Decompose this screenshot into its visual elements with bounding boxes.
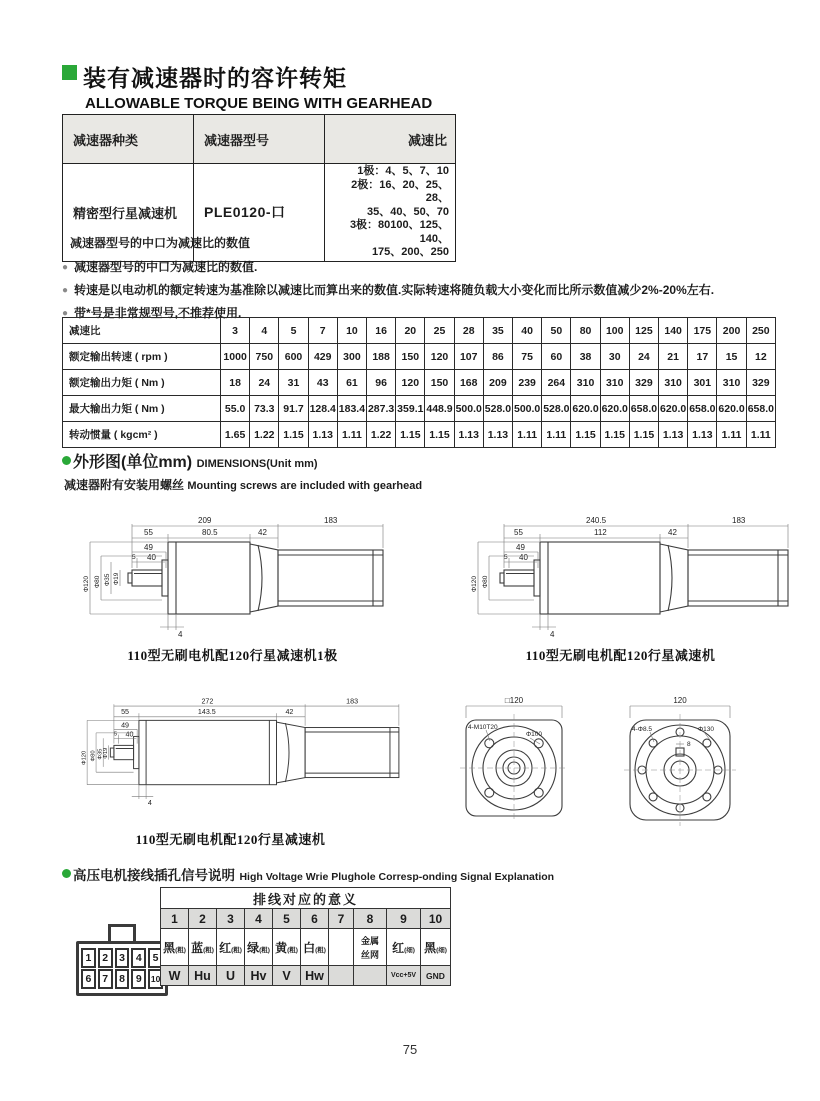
spec-value-cell: 429 [308,344,337,370]
spec-value-cell: 21 [659,344,688,370]
signal-name-cell [354,966,387,986]
spec-row-label: 额定输出力矩 ( Nm ) [63,370,221,396]
wire-color-cell [354,929,387,966]
wire-thickness-label: (粗) [259,946,270,954]
svg-text:112: 112 [594,528,607,537]
spec-value-cell: 620.0 [571,396,600,422]
ratio-line: 35、40、50、70 [367,205,449,218]
green-square-icon [62,65,77,80]
spec-value-cell: 1.11 [717,422,746,448]
spec-row-label: 额定输出转速 ( rpm ) [63,344,221,370]
dimensions-note-en: Mounting screws are included with gearhead [187,480,423,492]
spec-value-cell: 18 [221,370,250,396]
wire-thickness-label: (细) [436,946,447,954]
connector-pin: 3 [115,948,130,968]
bullet-icon: ● [62,285,69,296]
spec-value-cell: 16 [367,318,396,344]
spec-value-cell: 7 [308,318,337,344]
gh-col-type: 减速器种类 [63,115,194,164]
spec-value-cell: 38 [571,344,600,370]
spec-value-cell: 1.13 [688,422,717,448]
signal-name-cell: V [273,966,301,986]
drawing-caption: 110型无刷电机配120行星减速机 [135,832,326,847]
spec-row [63,344,776,370]
spec-value-cell: 1.15 [600,422,629,448]
pin-number-cell: 8 [354,909,387,929]
signal-table-title: 排线对应的意义 [161,888,451,909]
wire-color-text: 蓝 [191,940,204,955]
wire-color-text: 红 [392,940,405,955]
svg-text:4: 4 [178,630,183,639]
spec-value-cell: 80 [571,318,600,344]
spec-value-cell: 28 [454,318,483,344]
spec-value-cell: 528.0 [483,396,512,422]
signal-table [160,887,451,986]
spec-value-cell: 125 [629,318,658,344]
svg-text:4-M10T20: 4-M10T20 [468,724,498,731]
technical-drawing-svg [448,508,793,640]
signal-table-title-row [161,888,451,909]
spec-value-cell: 600 [279,344,308,370]
ratio-line: 1极：4、5、7、10 [357,165,449,177]
connector-row-2 [81,969,163,989]
spec-value-cell: 91.7 [279,396,308,422]
wire-color-text: 红 [219,940,232,955]
spec-value-cell: 75 [513,344,542,370]
technical-drawing-svg [60,508,405,640]
svg-text:272: 272 [201,697,214,706]
spec-value-cell: 1.15 [279,422,308,448]
spec-value-cell: 1000 [221,344,250,370]
spec-value-cell: 301 [688,370,717,396]
spec-value-cell: 1.11 [746,422,775,448]
spec-value-cell: 5 [279,318,308,344]
spec-value-cell: 100 [600,318,629,344]
pin-number-cell: 5 [273,909,301,929]
spec-value-cell: 1.13 [659,422,688,448]
bullet-icon: ● [62,308,69,319]
wire-thickness-label: (细) [404,946,415,954]
spec-value-cell: 200 [717,318,746,344]
spec-value-cell: 168 [454,370,483,396]
spec-row [63,318,776,344]
pin-number-cell: 3 [217,909,245,929]
spec-value-cell: 175 [688,318,717,344]
spec-value-cell: 1.11 [337,422,366,448]
svg-text:55: 55 [121,708,130,717]
spec-value-cell: 140 [659,318,688,344]
dimensions-title-cn: 外形图(单位mm) [73,454,193,471]
svg-text:4: 4 [147,799,152,808]
wire-thickness-label: (粗) [175,946,186,954]
spec-value-cell: 3 [221,318,250,344]
svg-text:Φ80: Φ80 [90,750,97,762]
wire-thickness-label: (粗) [315,946,326,954]
wire-color-text: 黑 [424,940,437,955]
wire-color-text: 金属 丝网 [360,936,379,960]
signal-name-cell: Hw [301,966,329,986]
svg-text:49: 49 [121,721,130,730]
drawing-3pole-side-view [58,690,403,848]
spec-value-cell: 500.0 [454,396,483,422]
spec-value-cell: 528.0 [542,396,571,422]
spec-row-label: 转动惯量 ( kgcm² ) [63,422,221,448]
pin-number-cell: 7 [329,909,354,929]
spec-value-cell: 658.0 [629,396,658,422]
spec-value-cell: 620.0 [600,396,629,422]
connector-pin: 5 [148,948,163,968]
wire-color-row [161,929,451,966]
wire-thickness-label: (粗) [287,946,298,954]
svg-text:5: 5 [504,554,508,561]
drawing-caption: 110型无刷电机配120行星减速机 [525,648,716,663]
spec-value-cell: 1.15 [571,422,600,448]
svg-text:5: 5 [113,731,118,738]
spec-value-cell: 620.0 [717,396,746,422]
page-title: 装有减速器时的容许转矩 [83,65,347,91]
connector-pin: 9 [131,969,146,989]
svg-text:Φ19: Φ19 [113,572,120,585]
wire-color-cell [421,929,451,966]
pin-number-cell: 1 [161,909,189,929]
connector-pin: 4 [131,948,146,968]
dimensions-header [62,449,422,493]
spec-row [63,396,776,422]
spec-value-cell: 1.11 [542,422,571,448]
spec-value-cell: 55.0 [221,396,250,422]
gearhead-footnote: 减速器型号的中口为减速比的数值 [70,236,251,250]
signal-title-cn: 高压电机接线插孔信号说明 [73,868,235,883]
spec-value-cell: 1.22 [367,422,396,448]
spec-row [63,422,776,448]
pin-number-cell: 9 [387,909,421,929]
spec-value-cell: 1.15 [425,422,454,448]
svg-text:Φ120: Φ120 [83,575,90,592]
spec-value-cell: 60 [542,344,571,370]
spec-value-cell: 24 [629,344,658,370]
spec-value-cell: 250 [746,318,775,344]
dimensions-title-en: DIMENSIONS(Unit mm) [196,458,318,470]
connector-pin: 6 [81,969,96,989]
signal-name-cell: Hu [189,966,217,986]
spec-row-label: 减速比 [63,318,221,344]
svg-text:□120: □120 [504,696,524,705]
svg-text:8: 8 [687,741,691,748]
connector-pin: 1 [81,948,96,968]
spec-value-cell: 50 [542,318,571,344]
ratio-line: 3极：80100、125、140、 [349,219,449,245]
svg-text:Φ35: Φ35 [104,573,111,586]
note-item [62,258,782,275]
technical-drawing-svg [452,686,762,836]
gearhead-model: PLE0120-口 [194,164,325,262]
page-subtitle: ALLOWABLE TORQUE BEING WITH GEARHEAD [85,95,433,112]
drawing-1pole-side-view [60,508,405,664]
wire-color-cell [189,929,217,966]
spec-value-cell: 239 [513,370,542,396]
connector-pin: 10 [148,969,163,989]
note-text: 减速器型号的中口为减速比的数值. [74,260,258,274]
spec-value-cell: 750 [250,344,279,370]
svg-text:Φ80: Φ80 [482,575,489,588]
technical-drawing-svg [58,690,403,824]
spec-value-cell: 658.0 [746,396,775,422]
svg-text:4-Φ8.5: 4-Φ8.5 [632,726,653,733]
spec-value-cell: 12 [746,344,775,370]
bullet-icon: ● [62,262,69,273]
spec-value-cell: 15 [717,344,746,370]
spec-value-cell: 448.9 [425,396,454,422]
page-number: 75 [402,1042,418,1057]
spec-value-cell: 1.13 [454,422,483,448]
pin-number-row [161,909,451,929]
spec-value-cell: 61 [337,370,366,396]
svg-text:Φ35: Φ35 [97,748,104,760]
ratio-line: 2极：16、20、25、28、 [351,178,449,204]
green-dot-icon [62,869,71,878]
spec-value-cell: 31 [279,370,308,396]
connector-pin: 7 [98,969,113,989]
ratio-line: 175、200、250 [371,246,449,258]
spec-value-cell: 287.3 [367,396,396,422]
connector-body [76,941,168,996]
spec-value-cell: 35 [483,318,512,344]
note-item [62,281,782,298]
signal-name-cell [329,966,354,986]
svg-text:42: 42 [285,708,294,717]
spec-value-cell: 150 [425,370,454,396]
spec-value-cell: 620.0 [659,396,688,422]
spec-value-cell: 40 [513,318,542,344]
signal-title-en: High Voltage Wrie Plughole Corresp-onding Signal Explanation [239,871,555,883]
spec-value-cell: 183.4 [337,396,366,422]
wire-thickness-label: (粗) [203,946,214,954]
spec-value-cell: 150 [396,344,425,370]
spec-value-cell: 96 [367,370,396,396]
drawing-2pole-side-view [448,508,793,664]
spec-value-cell: 300 [337,344,366,370]
spec-value-cell: 1.15 [396,422,425,448]
spec-value-cell: 264 [542,370,571,396]
note-text: 带*号是非常规型号,不推荐使用. [74,306,242,320]
connector-diagram [76,924,168,996]
spec-value-cell: 17 [688,344,717,370]
gearhead-type: 精密型行星减速机 [63,164,194,262]
svg-text:209: 209 [198,516,212,525]
signal-name-cell: GND [421,966,451,986]
gearhead-table-header [63,115,456,164]
svg-text:42: 42 [258,528,267,537]
wire-color-text: 黑 [163,940,176,955]
wire-color-text: 绿 [247,940,260,955]
spec-value-cell: 120 [425,344,454,370]
svg-text:55: 55 [514,528,523,537]
spec-value-cell: 1.15 [629,422,658,448]
svg-text:Φ100: Φ100 [526,731,543,738]
spec-value-cell: 1.13 [308,422,337,448]
spec-value-cell: 500.0 [513,396,542,422]
spec-value-cell: 43 [308,370,337,396]
spec-value-cell: 24 [250,370,279,396]
svg-text:40: 40 [147,553,156,562]
pin-number-cell: 10 [421,909,451,929]
connector-pin: 2 [98,948,113,968]
connector-row-1 [81,948,163,968]
svg-text:40: 40 [519,553,528,562]
page-header [62,60,432,112]
spec-table-body [63,318,776,448]
wire-thickness-label: (粗) [231,946,242,954]
spec-value-cell: 310 [717,370,746,396]
svg-text:55: 55 [144,528,153,537]
signal-name-cell: U [217,966,245,986]
spec-value-cell: 1.22 [250,422,279,448]
wire-color-cell [273,929,301,966]
spec-value-cell: 1.13 [483,422,512,448]
spec-value-cell: 86 [483,344,512,370]
ratio-cell [325,164,456,262]
svg-text:Φ19: Φ19 [102,747,109,759]
spec-table [62,317,776,448]
svg-text:183: 183 [324,516,338,525]
signal-section-header [62,864,554,885]
note-text: 转速是以电动机的额定转速为基准除以减速比而算出来的数值.实际转速将随负载大小变化而比所示数值减少2%-20%左右. [74,283,715,297]
spec-value-cell: 310 [659,370,688,396]
wire-color-cell [387,929,421,966]
spec-value-cell: 209 [483,370,512,396]
svg-text:183: 183 [346,697,359,706]
svg-text:Φ120: Φ120 [471,575,478,592]
spec-value-cell: 310 [571,370,600,396]
svg-text:Φ130: Φ130 [698,726,715,733]
svg-text:5: 5 [132,554,136,561]
connector-pin: 8 [115,969,130,989]
pin-number-cell: 2 [189,909,217,929]
drawing-front-views [452,686,772,841]
wire-color-cell [329,929,354,966]
spec-value-cell: 329 [629,370,658,396]
svg-text:240.5: 240.5 [586,516,607,525]
pin-number-cell: 6 [301,909,329,929]
wire-color-text: 黄 [275,940,288,955]
signal-name-row [161,966,451,986]
spec-value-cell: 359.1 [396,396,425,422]
pin-number-cell: 4 [245,909,273,929]
spec-row [63,370,776,396]
svg-text:4: 4 [550,630,555,639]
spec-row-label: 最大输出力矩 ( Nm ) [63,396,221,422]
signal-name-cell: Hv [245,966,273,986]
svg-text:183: 183 [732,516,746,525]
svg-text:80.5: 80.5 [202,528,218,537]
wire-color-cell [161,929,189,966]
spec-value-cell: 73.3 [250,396,279,422]
wire-color-cell [217,929,245,966]
spec-value-cell: 1.65 [221,422,250,448]
wire-color-cell [301,929,329,966]
signal-name-cell: W [161,966,189,986]
dimensions-note-cn: 减速器附有安装用螺丝 [64,478,185,492]
spec-value-cell: 329 [746,370,775,396]
wire-color-cell [245,929,273,966]
spec-value-cell: 20 [396,318,425,344]
spec-value-cell: 658.0 [688,396,717,422]
green-dot-icon [62,456,71,465]
spec-value-cell: 188 [367,344,396,370]
spec-value-cell: 107 [454,344,483,370]
gh-col-model: 减速器型号 [194,115,325,164]
spec-value-cell: 120 [396,370,425,396]
svg-text:40: 40 [125,730,134,739]
svg-text:42: 42 [668,528,677,537]
svg-text:Φ120: Φ120 [81,750,88,766]
svg-text:120: 120 [673,696,687,705]
spec-value-cell: 128.4 [308,396,337,422]
svg-text:49: 49 [144,543,153,552]
spec-value-cell: 310 [600,370,629,396]
signal-name-cell: Vcc+5V [387,966,421,986]
spec-value-cell: 10 [337,318,366,344]
drawing-caption: 110型无刷电机配120行星减速机1极 [127,648,338,663]
spec-value-cell: 25 [425,318,454,344]
svg-text:143.5: 143.5 [197,708,216,717]
svg-text:Φ80: Φ80 [94,575,101,588]
gh-col-ratio: 减速比 [325,115,456,164]
svg-text:49: 49 [516,543,525,552]
spec-value-cell: 30 [600,344,629,370]
spec-value-cell: 1.11 [513,422,542,448]
wire-color-text: 白 [303,940,316,955]
spec-value-cell: 4 [250,318,279,344]
